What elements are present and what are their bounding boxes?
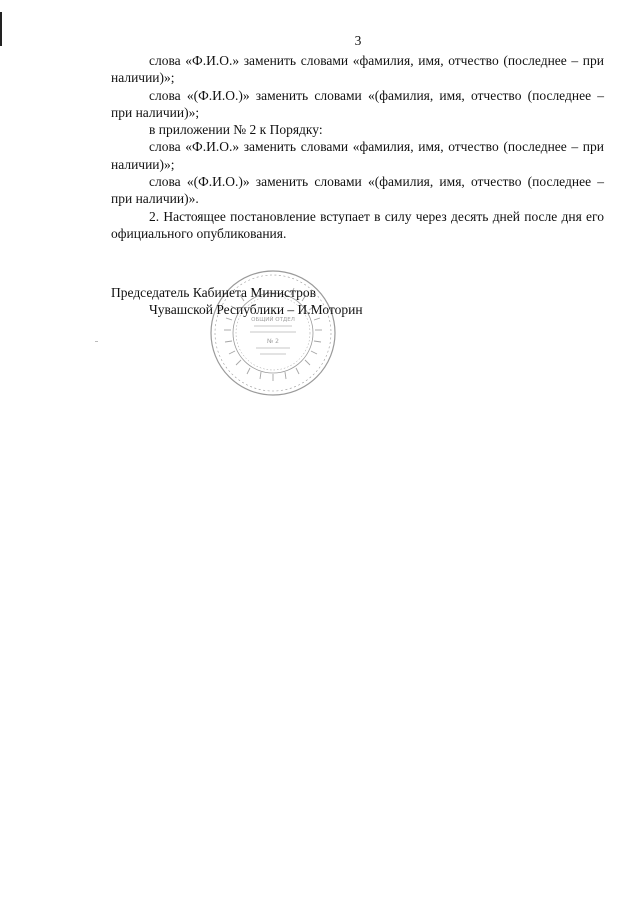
paragraph-5: слова «(Ф.И.О.)» заменить словами «(фамилия, имя, отчество (последнее – при наличии)». (111, 174, 604, 207)
document-body (111, 52, 604, 242)
paragraph-4: слова «Ф.И.О.» заменить словами «фамилия, имя, отчество (последнее – при наличии)»; (111, 139, 604, 172)
signature-name-line: Чувашской Республики – И.Моторин (149, 302, 363, 317)
seal-text-1: ОБЩИЙ ОТДЕЛ (251, 317, 295, 323)
signature-title-line: Председатель Кабинета Министров (111, 285, 316, 300)
seal-text-2: № 2 (267, 338, 279, 345)
paragraph-6: 2. Настоящее постановление вступает в силу через десять дней после дня его официального опубликования. (111, 208, 604, 241)
paragraph-2: слова «(Ф.И.О.)» заменить словами «(фамилия, имя, отчество (последнее – при наличии)»; (111, 87, 604, 120)
paragraph-3: в приложении № 2 к Порядку: (149, 122, 323, 138)
page-number: 3 (354, 33, 362, 48)
signature-block (111, 284, 431, 318)
scan-speck (95, 341, 98, 342)
paragraph-1: слова «Ф.И.О.» заменить словами «фамилия, имя, отчество (последнее – при наличии)»; (111, 53, 604, 86)
